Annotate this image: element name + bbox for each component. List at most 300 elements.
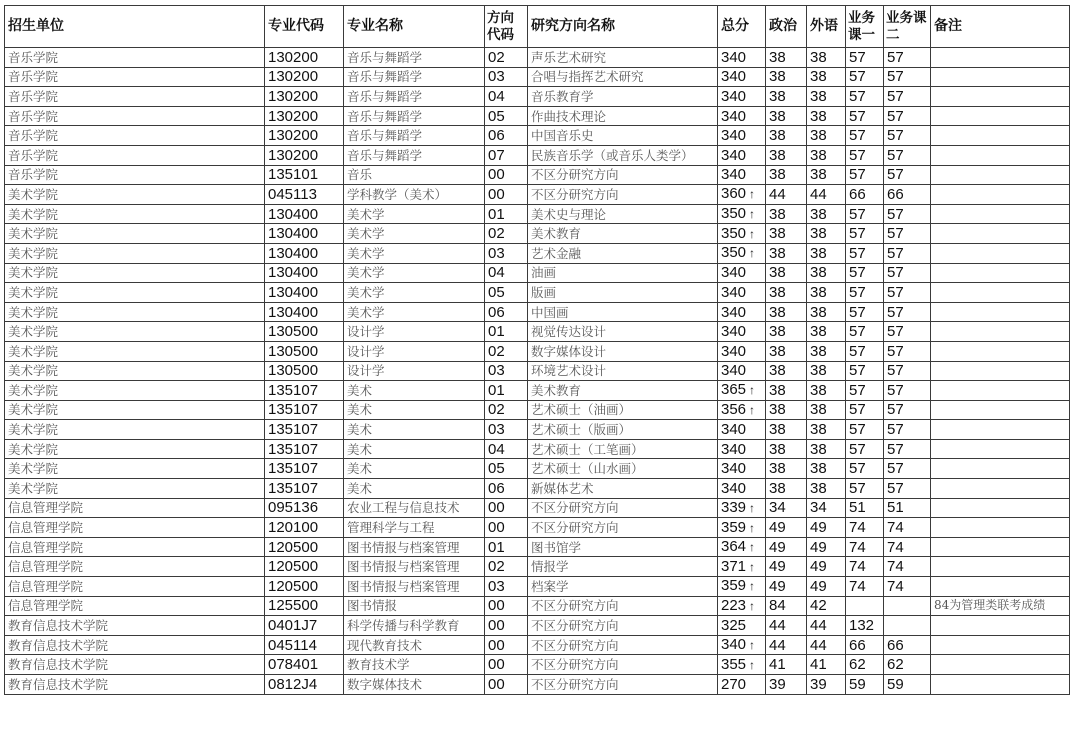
value-dir-code: 02 (488, 225, 505, 243)
value-politics: 38 (769, 342, 786, 360)
cell-course-1 (846, 577, 884, 597)
cell-unit (5, 675, 265, 695)
cell-major-code (265, 145, 344, 165)
value-unit: 美术学院 (8, 226, 59, 242)
up-arrow-icon: ↑ (749, 402, 756, 417)
cell-major-code (265, 518, 344, 538)
value-major-name: 美术学 (347, 284, 385, 300)
value-total: 340 (721, 107, 747, 125)
value-major-name: 音乐 (347, 167, 373, 183)
cell-major-name (344, 243, 485, 263)
value-total: 340 (721, 87, 747, 105)
value-foreign: 38 (810, 146, 827, 164)
table-row (5, 577, 1070, 597)
value-major-name: 美术 (347, 461, 373, 477)
cell-course-2 (884, 459, 931, 479)
cell-total (718, 361, 766, 381)
value-foreign: 38 (810, 264, 827, 282)
cell-direction-name (528, 243, 718, 263)
cell-course-1 (846, 439, 884, 459)
value-major-code: 120500 (268, 538, 319, 556)
cell-direction-code (485, 381, 528, 401)
value-course1: 57 (849, 166, 866, 184)
cell-note (931, 87, 1070, 107)
value-unit: 美术学院 (8, 363, 59, 379)
value-unit: 美术学院 (8, 304, 59, 320)
header-row (5, 6, 1070, 48)
cell-course-2 (884, 439, 931, 459)
value-course1: 57 (849, 440, 866, 458)
table-row (5, 145, 1070, 165)
cell-note (931, 341, 1070, 361)
table-row (5, 48, 1070, 68)
value-dir-name: 档案学 (531, 578, 569, 594)
value-course2: 74 (887, 577, 904, 595)
cell-direction-code (485, 224, 528, 244)
value-major-code: 135107 (268, 421, 319, 439)
value-dir-code: 05 (488, 460, 505, 478)
cell-foreign-language (807, 537, 846, 557)
cell-unit (5, 224, 265, 244)
header-foreign-language: 外语 (807, 6, 846, 48)
table-row (5, 596, 1070, 616)
value-major-code: 135107 (268, 401, 319, 419)
cell-total (718, 420, 766, 440)
cell-course-2 (884, 126, 931, 146)
cell-foreign-language (807, 322, 846, 342)
table-row (5, 67, 1070, 87)
value-major-name: 科学传播与科学教育 (347, 618, 460, 634)
value-total: 365 (721, 381, 747, 399)
cell-note (931, 420, 1070, 440)
cell-politics (766, 655, 807, 675)
value-course2: 74 (887, 519, 904, 537)
value-major-code: 120500 (268, 558, 319, 576)
cell-major-name (344, 322, 485, 342)
cell-unit (5, 498, 265, 518)
value-dir-code: 01 (488, 205, 505, 223)
value-major-name: 美术学 (347, 206, 385, 222)
cell-note (931, 263, 1070, 283)
cell-direction-code (485, 439, 528, 459)
value-course1: 57 (849, 48, 866, 66)
value-course2: 57 (887, 166, 904, 184)
value-foreign: 34 (810, 499, 827, 517)
cell-major-name (344, 87, 485, 107)
cell-major-name (344, 381, 485, 401)
cell-major-code (265, 498, 344, 518)
value-dir-name: 音乐教育学 (531, 88, 594, 104)
cell-total (718, 126, 766, 146)
cell-note (931, 518, 1070, 538)
cell-total (718, 518, 766, 538)
cell-major-name (344, 400, 485, 420)
cell-foreign-language (807, 204, 846, 224)
value-dir-code: 03 (488, 421, 505, 439)
up-arrow-icon: ↑ (749, 598, 756, 613)
cell-course-2 (884, 224, 931, 244)
cell-major-name (344, 459, 485, 479)
value-dir-code: 00 (488, 597, 505, 615)
value-course1: 51 (849, 499, 866, 517)
value-unit: 美术学院 (8, 441, 59, 457)
cell-course-1 (846, 263, 884, 283)
cell-note (931, 439, 1070, 459)
cell-course-1 (846, 498, 884, 518)
value-dir-code: 02 (488, 401, 505, 419)
value-course1: 57 (849, 146, 866, 164)
value-unit: 音乐学院 (8, 147, 59, 163)
value-course1: 132 (849, 617, 875, 635)
cell-direction-name (528, 537, 718, 557)
value-major-code: 135107 (268, 381, 319, 399)
value-dir-code: 04 (488, 264, 505, 282)
value-major-name: 图书情报 (347, 598, 398, 614)
cell-unit (5, 400, 265, 420)
cell-politics (766, 106, 807, 126)
table-body (5, 48, 1070, 695)
cell-direction-name (528, 224, 718, 244)
cell-course-1 (846, 302, 884, 322)
value-total: 340 (721, 421, 747, 439)
value-major-name: 音乐与舞蹈学 (347, 88, 423, 104)
value-course1: 57 (849, 225, 866, 243)
value-course2: 57 (887, 323, 904, 341)
value-unit: 美术学院 (8, 343, 59, 359)
cell-foreign-language (807, 498, 846, 518)
value-foreign: 41 (810, 656, 827, 674)
cell-major-code (265, 224, 344, 244)
cell-major-code (265, 322, 344, 342)
cell-course-1 (846, 400, 884, 420)
header-major-code: 专业代码 (265, 6, 344, 48)
cell-foreign-language (807, 596, 846, 616)
cell-direction-code (485, 106, 528, 126)
cell-major-code (265, 655, 344, 675)
cell-direction-name (528, 204, 718, 224)
cell-total (718, 283, 766, 303)
cell-politics (766, 439, 807, 459)
value-major-code: 135101 (268, 166, 319, 184)
value-unit: 美术学院 (8, 422, 59, 438)
cell-note (931, 106, 1070, 126)
value-politics: 38 (769, 205, 786, 223)
value-dir-name: 不区分研究方向 (531, 618, 619, 634)
cell-foreign-language (807, 243, 846, 263)
cell-major-code (265, 439, 344, 459)
value-dir-name: 版画 (531, 284, 557, 300)
cell-foreign-language (807, 655, 846, 675)
cell-unit (5, 518, 265, 538)
value-major-code: 130400 (268, 264, 319, 282)
cell-course-2 (884, 616, 931, 636)
value-total: 340 (721, 146, 747, 164)
cell-note (931, 67, 1070, 87)
value-note: 84为管理类联考成绩 (934, 598, 1046, 613)
cell-foreign-language (807, 420, 846, 440)
value-dir-code: 02 (488, 558, 505, 576)
cell-note (931, 165, 1070, 185)
value-major-code: 130500 (268, 362, 319, 380)
up-arrow-icon: ↑ (749, 187, 756, 202)
value-dir-name: 美术史与理论 (531, 206, 607, 222)
cell-direction-code (485, 204, 528, 224)
value-total: 340 (721, 303, 747, 321)
cell-note (931, 400, 1070, 420)
cell-major-name (344, 420, 485, 440)
value-course1: 57 (849, 323, 866, 341)
cell-foreign-language (807, 165, 846, 185)
table-row (5, 243, 1070, 263)
value-unit: 美术学院 (8, 461, 59, 477)
value-politics: 44 (769, 617, 786, 635)
value-course2: 57 (887, 244, 904, 262)
value-dir-name: 不区分研究方向 (531, 520, 619, 536)
value-total: 355 (721, 655, 747, 673)
value-foreign: 38 (810, 68, 827, 86)
value-course2: 57 (887, 303, 904, 321)
value-course1: 57 (849, 401, 866, 419)
header-direction-name: 研究方向名称 (528, 6, 718, 48)
cell-foreign-language (807, 616, 846, 636)
value-foreign: 38 (810, 166, 827, 184)
value-course1: 59 (849, 675, 866, 693)
value-politics: 38 (769, 440, 786, 458)
cell-major-code (265, 106, 344, 126)
cell-major-name (344, 224, 485, 244)
table-row (5, 498, 1070, 518)
up-arrow-icon: ↑ (749, 657, 756, 672)
value-course2: 57 (887, 127, 904, 145)
cell-politics (766, 400, 807, 420)
value-dir-name: 中国画 (531, 304, 569, 320)
value-politics: 38 (769, 48, 786, 66)
cell-direction-name (528, 400, 718, 420)
cell-direction-name (528, 106, 718, 126)
value-dir-name: 不区分研究方向 (531, 500, 619, 516)
cell-unit (5, 87, 265, 107)
value-course1: 74 (849, 558, 866, 576)
value-foreign: 38 (810, 421, 827, 439)
value-major-code: 130200 (268, 68, 319, 86)
cell-unit (5, 596, 265, 616)
value-dir-code: 05 (488, 283, 505, 301)
cell-course-1 (846, 675, 884, 695)
cell-note (931, 283, 1070, 303)
table-row (5, 655, 1070, 675)
cell-note (931, 577, 1070, 597)
table-row (5, 557, 1070, 577)
cell-unit (5, 577, 265, 597)
cell-total (718, 302, 766, 322)
value-dir-name: 美术教育 (531, 226, 582, 242)
value-total: 340 (721, 48, 747, 66)
value-unit: 信息管理学院 (8, 578, 84, 594)
value-total: 340 (721, 460, 747, 478)
table-row (5, 675, 1070, 695)
cell-direction-name (528, 577, 718, 597)
cell-direction-name (528, 655, 718, 675)
value-course2: 57 (887, 440, 904, 458)
up-arrow-icon: ↑ (749, 226, 756, 241)
cell-direction-code (485, 479, 528, 499)
value-foreign: 49 (810, 558, 827, 576)
cell-major-code (265, 204, 344, 224)
cell-major-name (344, 577, 485, 597)
value-major-name: 音乐与舞蹈学 (347, 69, 423, 85)
cell-course-2 (884, 302, 931, 322)
value-dir-name: 艺术金融 (531, 245, 582, 261)
cell-unit (5, 655, 265, 675)
value-politics: 38 (769, 264, 786, 282)
value-politics: 41 (769, 656, 786, 674)
cell-unit (5, 322, 265, 342)
table-row (5, 302, 1070, 322)
value-unit: 信息管理学院 (8, 539, 84, 555)
cell-politics (766, 322, 807, 342)
cell-direction-code (485, 557, 528, 577)
cell-foreign-language (807, 106, 846, 126)
value-unit: 教育信息技术学院 (8, 618, 109, 634)
value-unit: 美术学院 (8, 480, 59, 496)
cell-direction-name (528, 48, 718, 68)
cell-major-name (344, 263, 485, 283)
cell-politics (766, 224, 807, 244)
cell-politics (766, 479, 807, 499)
cell-course-1 (846, 616, 884, 636)
value-unit: 美术学院 (8, 324, 59, 340)
cell-foreign-language (807, 675, 846, 695)
value-unit: 音乐学院 (8, 167, 59, 183)
value-dir-code: 02 (488, 48, 505, 66)
cell-direction-code (485, 518, 528, 538)
cell-direction-name (528, 596, 718, 616)
value-unit: 音乐学院 (8, 49, 59, 65)
cell-major-name (344, 341, 485, 361)
cell-major-name (344, 67, 485, 87)
value-politics: 38 (769, 421, 786, 439)
cell-major-code (265, 381, 344, 401)
value-course1: 57 (849, 362, 866, 380)
cell-direction-name (528, 263, 718, 283)
value-dir-code: 01 (488, 538, 505, 556)
table-row (5, 635, 1070, 655)
value-course2: 57 (887, 225, 904, 243)
cell-note (931, 185, 1070, 205)
cell-major-name (344, 106, 485, 126)
cell-course-1 (846, 537, 884, 557)
value-course1: 74 (849, 577, 866, 595)
cell-note (931, 243, 1070, 263)
cell-course-2 (884, 518, 931, 538)
cell-major-code (265, 459, 344, 479)
cell-direction-code (485, 420, 528, 440)
cell-total (718, 224, 766, 244)
value-foreign: 38 (810, 401, 827, 419)
value-total: 270 (721, 675, 747, 693)
cell-direction-name (528, 381, 718, 401)
cell-note (931, 302, 1070, 322)
cell-politics (766, 302, 807, 322)
cell-direction-name (528, 126, 718, 146)
value-unit: 美术学院 (8, 206, 59, 222)
value-course1: 74 (849, 519, 866, 537)
cell-course-1 (846, 557, 884, 577)
cell-foreign-language (807, 400, 846, 420)
value-course1: 57 (849, 264, 866, 282)
value-dir-name: 中国音乐史 (531, 128, 594, 144)
value-major-code: 0812J4 (268, 675, 318, 693)
value-major-code: 125500 (268, 597, 319, 615)
value-unit: 音乐学院 (8, 69, 59, 85)
cell-course-2 (884, 381, 931, 401)
value-major-code: 130500 (268, 323, 319, 341)
cell-major-code (265, 67, 344, 87)
value-major-name: 美术 (347, 422, 373, 438)
value-total: 350 (721, 205, 747, 223)
cell-politics (766, 616, 807, 636)
value-major-name: 美术 (347, 402, 373, 418)
value-major-code: 130400 (268, 225, 319, 243)
value-dir-name: 艺术硕士（版画） (531, 422, 632, 438)
cell-total (718, 616, 766, 636)
value-dir-name: 艺术硕士（山水画） (531, 461, 644, 477)
cell-foreign-language (807, 341, 846, 361)
cell-politics (766, 87, 807, 107)
value-major-code: 130200 (268, 146, 319, 164)
cell-course-1 (846, 361, 884, 381)
value-politics: 38 (769, 225, 786, 243)
value-unit: 音乐学院 (8, 88, 59, 104)
value-unit: 音乐学院 (8, 108, 59, 124)
cell-major-code (265, 596, 344, 616)
cell-major-code (265, 577, 344, 597)
cell-course-1 (846, 596, 884, 616)
value-dir-code: 00 (488, 656, 505, 674)
cell-major-name (344, 655, 485, 675)
header-major-name: 专业名称 (344, 6, 485, 48)
cell-direction-code (485, 322, 528, 342)
value-major-name: 音乐与舞蹈学 (347, 128, 423, 144)
value-major-name: 设计学 (347, 324, 385, 340)
table-row (5, 537, 1070, 557)
cell-major-code (265, 185, 344, 205)
value-foreign: 44 (810, 636, 827, 654)
value-politics: 49 (769, 519, 786, 537)
table-row (5, 518, 1070, 538)
value-politics: 44 (769, 636, 786, 654)
table-row (5, 106, 1070, 126)
cell-major-code (265, 616, 344, 636)
value-total: 340 (721, 636, 747, 654)
cell-major-name (344, 557, 485, 577)
cell-total (718, 655, 766, 675)
cell-total (718, 48, 766, 68)
cell-total (718, 87, 766, 107)
cell-unit (5, 439, 265, 459)
value-course2: 57 (887, 107, 904, 125)
cell-major-name (344, 48, 485, 68)
value-total: 364 (721, 538, 747, 556)
value-dir-name: 视觉传达设计 (531, 324, 607, 340)
value-foreign: 49 (810, 538, 827, 556)
value-foreign: 49 (810, 519, 827, 537)
up-arrow-icon: ↑ (749, 638, 756, 653)
value-unit: 美术学院 (8, 265, 59, 281)
cell-major-code (265, 479, 344, 499)
value-major-code: 130200 (268, 127, 319, 145)
cell-course-1 (846, 243, 884, 263)
